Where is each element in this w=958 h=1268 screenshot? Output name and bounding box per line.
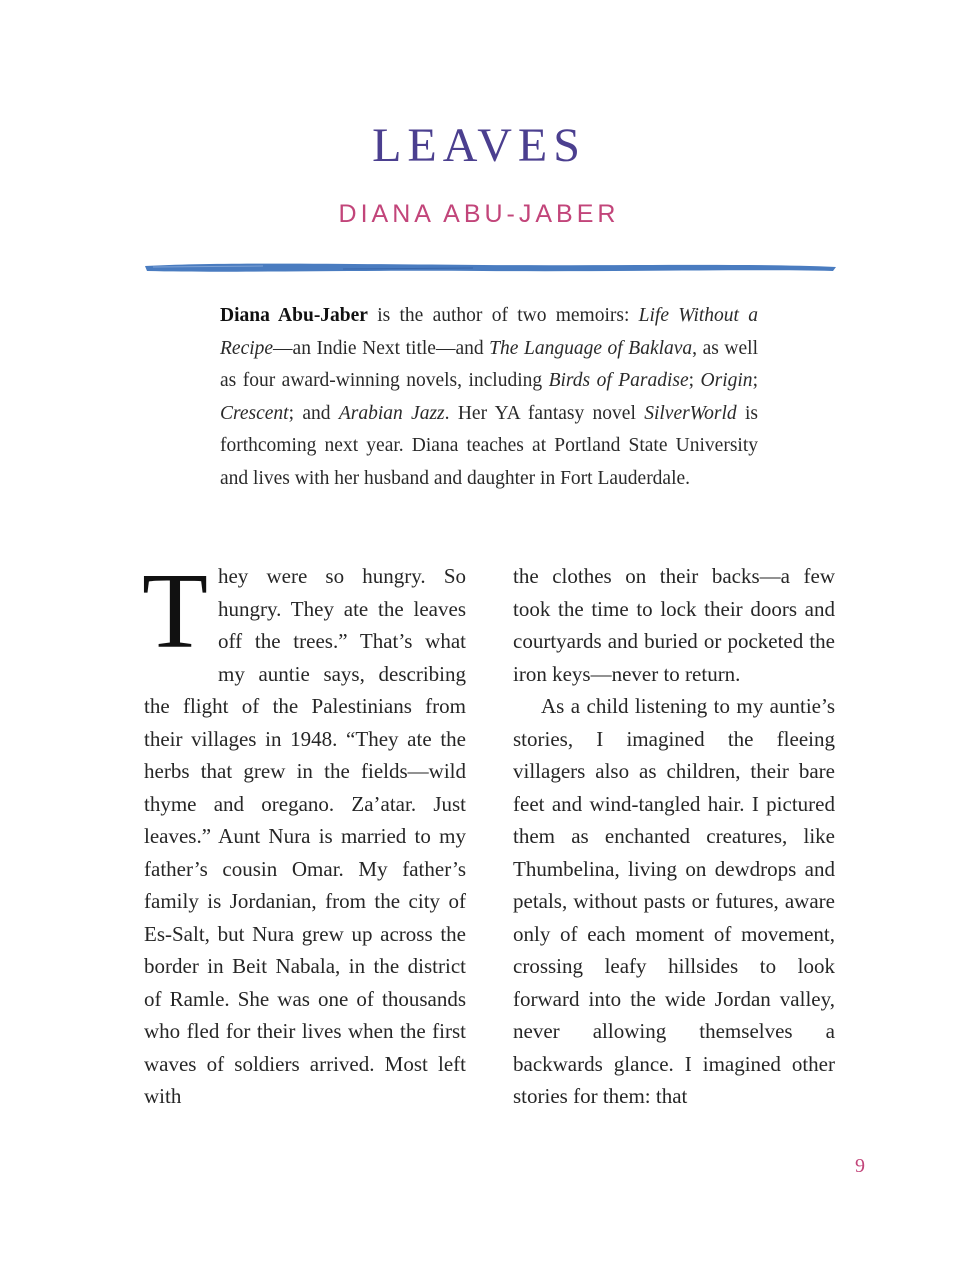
brush-stroke-divider <box>143 258 838 278</box>
body-paragraph: As a child listening to my auntie’s stories, I imagined the fleeing villagers also as children, their bare feet and wind-tangled hair. I pictured them as enchanted creatures, like Thumbelina, living on dewdrops and petals, without pasts or futures, aware only of each moment of movement, crossing leafy hillsides to look forward into the wide Jordan valley, never allowing themselves a backwards glance. I imagined other stories for them: that <box>513 694 835 1108</box>
body-paragraph: the clothes on their backs—a few took the time to lock their doors and courtyards and buried or pocketed the iron keys—never to return. <box>513 564 835 686</box>
body-text-left: hey were so hungry. So hungry. They ate the leaves off the trees.” That’s what my auntie says, describing the flight of the Palestinians from their villages in 1948. “They ate the herbs that grew in the fields—wild thyme and oregano. Za’atar. Just leaves.” Aunt Nura is married to my father’s cousin Omar. My father’s family is Jordanian, from the city of Es-Salt, but Nura grew up across the border in Beit Nabala, in the district of Ramle. She was one of thousands who fled for their lives when the first waves of soldiers arrived. Most left with <box>144 564 466 1108</box>
bio-text: is the author of two memoirs: <box>367 305 639 326</box>
bio-text: ; and <box>288 402 339 424</box>
bio-text: ; <box>752 370 758 392</box>
bio-author-name: Diana Abu-Jaber <box>220 305 368 326</box>
bio-book-title: SilverWorld <box>644 402 737 424</box>
bio-book-title: Life Without a Recipe <box>220 305 758 359</box>
bio-text: . Her YA fantasy novel <box>444 402 645 424</box>
bio-book-title: Arabian Jazz <box>338 402 445 424</box>
bio-book-title: The Language of Baklava <box>489 337 693 359</box>
body-column-left <box>142 552 466 1113</box>
bio-text: ; <box>688 370 701 392</box>
bio-text: —an Indie Next title—and <box>273 337 490 359</box>
bio-book-title: Birds of Paradise <box>548 370 689 392</box>
bio-text: , as well as four award-winning novels, including <box>220 337 758 392</box>
author-name: DIANA ABU-JABER <box>338 200 620 228</box>
bio-book-title: Crescent <box>220 402 289 424</box>
chapter-title: LEAVES <box>372 119 586 172</box>
body-column-right <box>513 560 835 1113</box>
bio-book-title: Origin <box>700 370 753 392</box>
bio-text: is forthcoming next year. Diana teaches at Portland State University and lives with her husband and daughter in Fort Lauderdale. <box>220 402 758 489</box>
drop-cap: T <box>142 552 208 671</box>
author-bio <box>220 300 758 496</box>
page-number: 9 <box>855 1155 865 1177</box>
